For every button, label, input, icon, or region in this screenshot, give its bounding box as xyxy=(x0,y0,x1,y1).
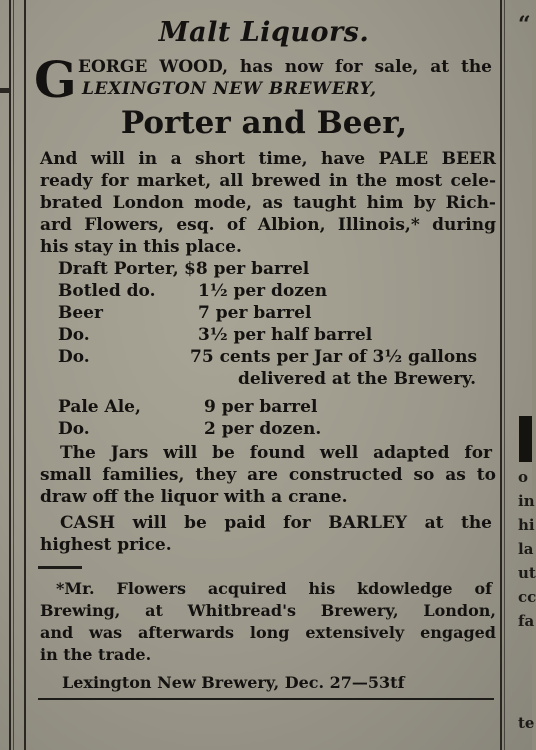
intro-line: And will in a short time, have PALE BEER xyxy=(40,149,496,169)
column-rule-left xyxy=(9,0,11,750)
right-column-fragment: hi xyxy=(518,516,535,534)
footnote-line: *Mr. Flowers acquired his kdowledge of xyxy=(56,579,492,598)
price-value: 7 per barrel xyxy=(198,303,312,323)
price-item: Do. xyxy=(58,325,90,345)
footnote-line: and was afterwards long extensively engaged xyxy=(40,623,496,642)
footnote-line: in the trade. xyxy=(40,645,152,664)
right-column-fragment: ut xyxy=(518,564,536,582)
jars-line: The Jars will be found well adapted for xyxy=(60,443,492,463)
footnote-line: Brewing, at Whitbread's Brewery, London, xyxy=(40,601,496,620)
left-margin-mark xyxy=(0,88,9,93)
price-value: 3½ per half barrel xyxy=(198,325,373,345)
jars-line: draw off the liquor with a crane. xyxy=(40,487,348,507)
price-item: Pale Ale, xyxy=(58,397,141,417)
advert-heading: Malt Liquors. xyxy=(158,17,370,48)
intro-line: ready for market, all brewed in the most cele- xyxy=(40,171,496,191)
intro-line: brated London mode, as taught him by Rich- xyxy=(40,193,496,213)
bottom-rule xyxy=(38,698,494,700)
right-column-fragment: te xyxy=(518,714,535,732)
price-item: Beer xyxy=(58,303,103,323)
intro-line: his stay in this place. xyxy=(40,237,242,257)
cash-line: highest price. xyxy=(40,535,172,555)
dateline: Lexington New Brewery, Dec. 27—53tf xyxy=(62,673,405,692)
advertisement-column xyxy=(32,8,496,750)
right-column-fragment: “ xyxy=(518,12,531,38)
column-rule-left-inner xyxy=(24,0,26,750)
price-value: 75 cents per Jar of 3½ gallons xyxy=(190,347,478,367)
price-value: 2 per dozen. xyxy=(204,419,322,439)
column-rule-right xyxy=(500,0,502,750)
right-column-fragment: cc xyxy=(518,588,536,606)
brewery-name: LEXINGTON NEW BREWERY, xyxy=(82,79,377,99)
product-title: Porter and Beer, xyxy=(120,105,408,141)
cash-line: CASH will be paid for BARLEY at the xyxy=(60,513,492,533)
price-value: $8 per barrel xyxy=(184,259,310,279)
price-value: 9 per barrel xyxy=(204,397,318,417)
price-item: Do. xyxy=(58,347,90,367)
drop-cap: G xyxy=(34,50,77,109)
price-item: Botled do. xyxy=(58,281,156,301)
jars-line: small families, they are constructed so as to xyxy=(40,465,496,485)
owner-line: EORGE WOOD, has now for sale, at the xyxy=(78,57,492,77)
column-rule-left-thin xyxy=(13,0,14,750)
right-column-fragment: la xyxy=(518,540,534,558)
price-item: Do. xyxy=(58,419,90,439)
intro-line: ard Flowers, esq. of Albion, Illinois,* during xyxy=(40,215,496,235)
column-rule-right-thin xyxy=(504,0,505,750)
right-column-fragment: in xyxy=(518,492,535,510)
price-value: delivered at the Brewery. xyxy=(238,369,477,389)
right-column-dark-letter xyxy=(519,416,532,462)
price-item: Draft Porter, xyxy=(58,259,179,279)
price-value: 1½ per dozen xyxy=(198,281,328,301)
right-column-fragment: fa xyxy=(518,612,535,630)
right-column-fragment: o xyxy=(518,468,529,486)
footnote-separator xyxy=(38,566,82,569)
